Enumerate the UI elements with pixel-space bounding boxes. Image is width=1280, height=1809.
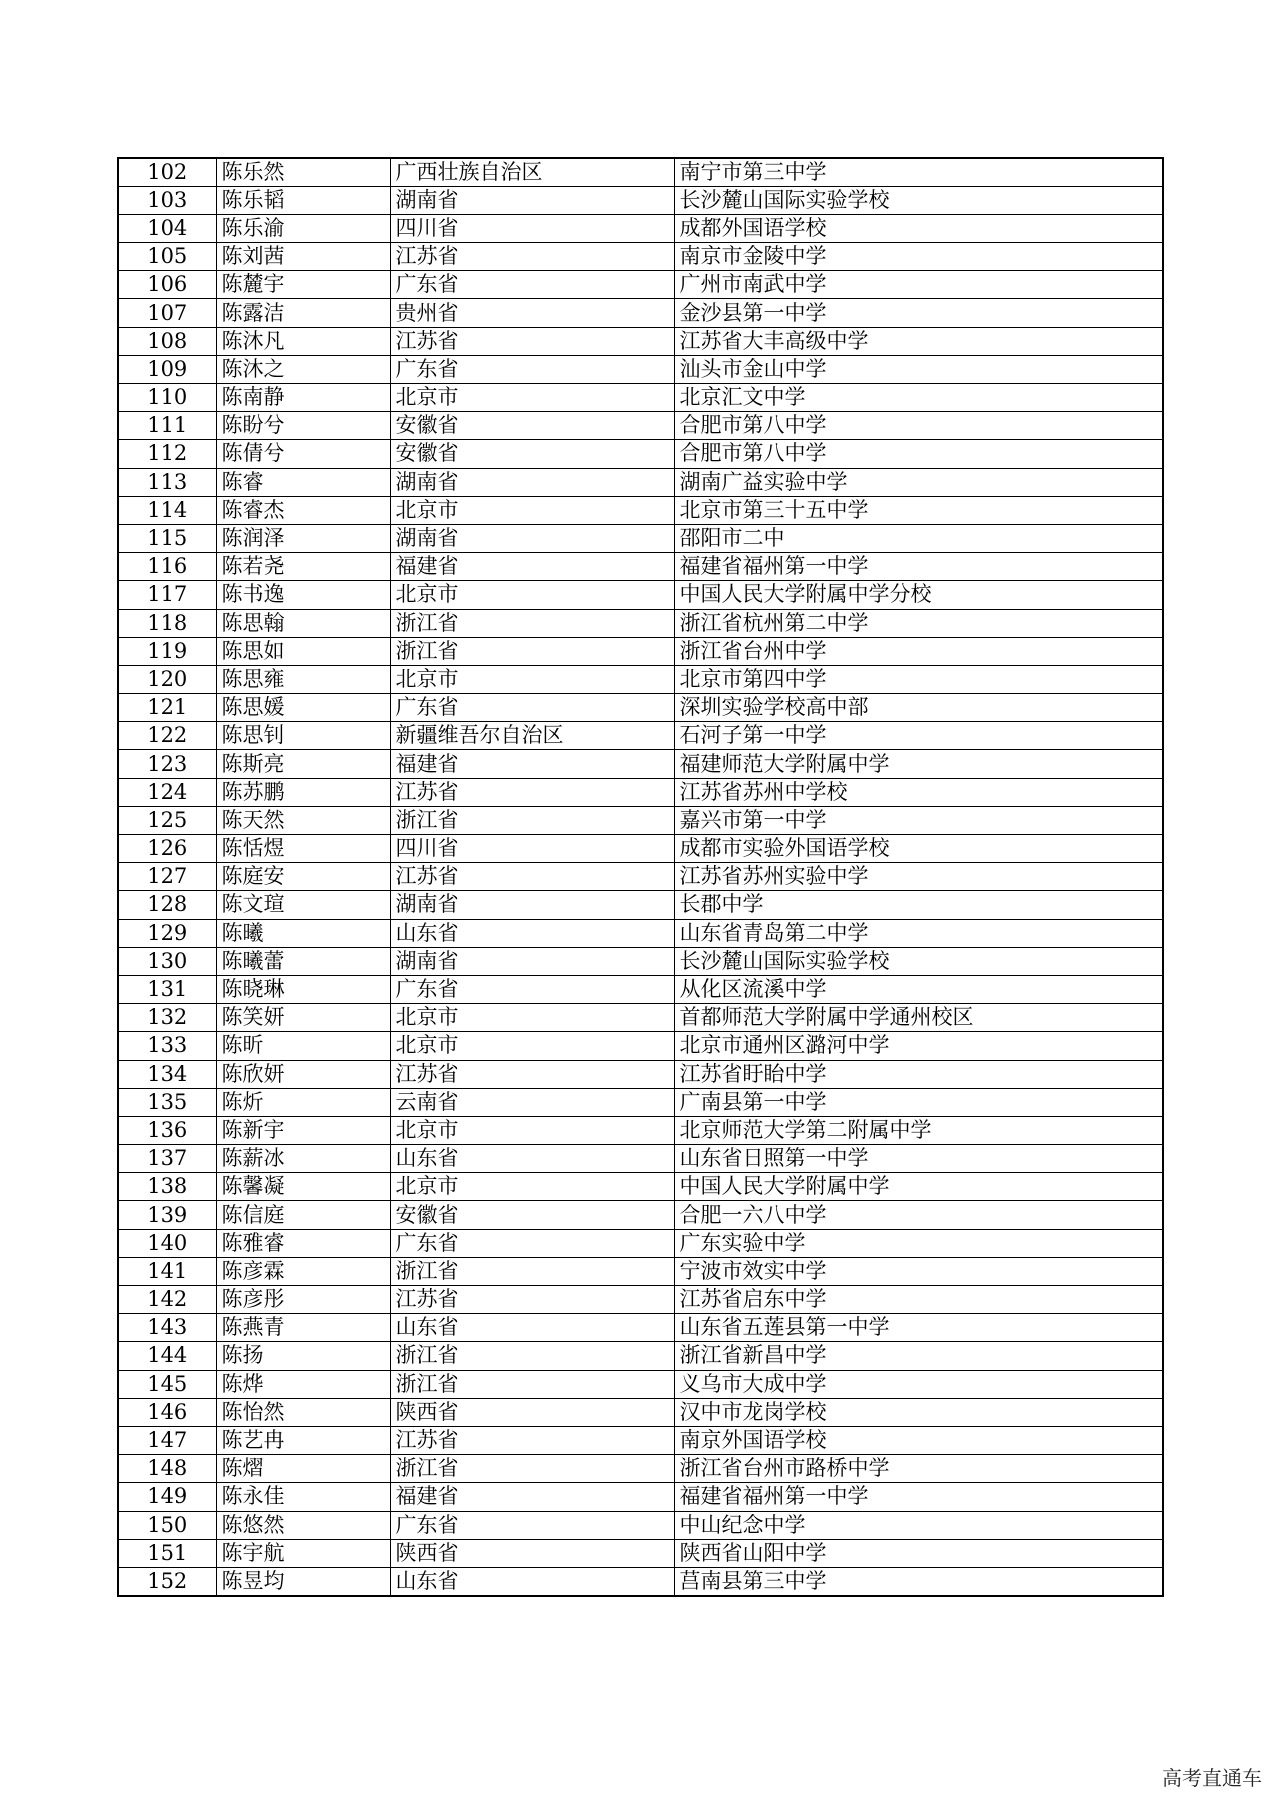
student-name-cell: 陈麓宇 xyxy=(216,271,390,299)
province-cell: 浙江省 xyxy=(390,1257,674,1285)
row-number-cell: 138 xyxy=(118,1173,216,1201)
table-row xyxy=(118,891,1163,919)
student-name-cell: 陈信庭 xyxy=(216,1201,390,1229)
school-cell: 中山纪念中学 xyxy=(674,1511,1163,1539)
province-cell: 福建省 xyxy=(390,553,674,581)
row-number-cell: 148 xyxy=(118,1455,216,1483)
province-cell: 山东省 xyxy=(390,1567,674,1595)
row-number-cell: 145 xyxy=(118,1370,216,1398)
school-cell: 合肥市第八中学 xyxy=(674,412,1163,440)
student-name-cell: 陈怡然 xyxy=(216,1398,390,1426)
province-cell: 浙江省 xyxy=(390,806,674,834)
table-row xyxy=(118,440,1163,468)
row-number-cell: 146 xyxy=(118,1398,216,1426)
row-number-cell: 122 xyxy=(118,722,216,750)
table-row xyxy=(118,412,1163,440)
school-cell: 中国人民大学附属中学分校 xyxy=(674,581,1163,609)
school-cell: 山东省日照第一中学 xyxy=(674,1145,1163,1173)
table-row xyxy=(118,1342,1163,1370)
table-row xyxy=(118,468,1163,496)
table-row xyxy=(118,1455,1163,1483)
school-cell: 江苏省苏州实验中学 xyxy=(674,863,1163,891)
province-cell: 浙江省 xyxy=(390,609,674,637)
row-number-cell: 128 xyxy=(118,891,216,919)
school-cell: 福建省福州第一中学 xyxy=(674,553,1163,581)
province-cell: 陕西省 xyxy=(390,1398,674,1426)
student-name-cell: 陈昕 xyxy=(216,1032,390,1060)
student-name-cell: 陈苏鹏 xyxy=(216,778,390,806)
student-name-cell: 陈新宇 xyxy=(216,1116,390,1144)
row-number-cell: 144 xyxy=(118,1342,216,1370)
row-number-cell: 125 xyxy=(118,806,216,834)
school-cell: 广东实验中学 xyxy=(674,1229,1163,1257)
table-row xyxy=(118,806,1163,834)
table-row xyxy=(118,1229,1163,1257)
row-number-cell: 141 xyxy=(118,1257,216,1285)
student-name-cell: 陈沐之 xyxy=(216,355,390,383)
table-row xyxy=(118,524,1163,552)
school-cell: 江苏省盱眙中学 xyxy=(674,1060,1163,1088)
student-name-cell: 陈思雍 xyxy=(216,665,390,693)
table-row xyxy=(118,243,1163,271)
school-cell: 浙江省新昌中学 xyxy=(674,1342,1163,1370)
table-row xyxy=(118,750,1163,778)
row-number-cell: 142 xyxy=(118,1286,216,1314)
province-cell: 四川省 xyxy=(390,835,674,863)
province-cell: 湖南省 xyxy=(390,468,674,496)
school-cell: 南京市金陵中学 xyxy=(674,243,1163,271)
student-name-cell: 陈斯亮 xyxy=(216,750,390,778)
table-row xyxy=(118,496,1163,524)
row-number-cell: 152 xyxy=(118,1567,216,1595)
roster-table xyxy=(117,157,1164,1597)
province-cell: 福建省 xyxy=(390,1483,674,1511)
province-cell: 北京市 xyxy=(390,1173,674,1201)
school-cell: 石河子第一中学 xyxy=(674,722,1163,750)
province-cell: 北京市 xyxy=(390,1004,674,1032)
province-cell: 浙江省 xyxy=(390,637,674,665)
row-number-cell: 147 xyxy=(118,1426,216,1454)
row-number-cell: 124 xyxy=(118,778,216,806)
school-cell: 合肥市第八中学 xyxy=(674,440,1163,468)
student-name-cell: 陈晓琳 xyxy=(216,975,390,1003)
school-cell: 北京师范大学第二附属中学 xyxy=(674,1116,1163,1144)
table-row xyxy=(118,355,1163,383)
student-name-cell: 陈思媛 xyxy=(216,694,390,722)
school-cell: 长郡中学 xyxy=(674,891,1163,919)
row-number-cell: 113 xyxy=(118,468,216,496)
province-cell: 北京市 xyxy=(390,496,674,524)
school-cell: 深圳实验学校高中部 xyxy=(674,694,1163,722)
table-row xyxy=(118,1088,1163,1116)
province-cell: 安徽省 xyxy=(390,440,674,468)
school-cell: 北京市通州区潞河中学 xyxy=(674,1032,1163,1060)
row-number-cell: 105 xyxy=(118,243,216,271)
student-name-cell: 陈彦霖 xyxy=(216,1257,390,1285)
province-cell: 云南省 xyxy=(390,1088,674,1116)
row-number-cell: 134 xyxy=(118,1060,216,1088)
school-cell: 长沙麓山国际实验学校 xyxy=(674,186,1163,214)
province-cell: 江苏省 xyxy=(390,778,674,806)
table-row xyxy=(118,694,1163,722)
table-row xyxy=(118,1539,1163,1567)
student-name-cell: 陈炘 xyxy=(216,1088,390,1116)
student-name-cell: 陈倩兮 xyxy=(216,440,390,468)
student-name-cell: 陈刘茜 xyxy=(216,243,390,271)
province-cell: 广东省 xyxy=(390,1511,674,1539)
school-cell: 浙江省杭州第二中学 xyxy=(674,609,1163,637)
student-name-cell: 陈沐凡 xyxy=(216,327,390,355)
province-cell: 北京市 xyxy=(390,1032,674,1060)
province-cell: 广东省 xyxy=(390,271,674,299)
roster-body xyxy=(118,158,1163,1596)
student-name-cell: 陈润泽 xyxy=(216,524,390,552)
student-name-cell: 陈乐渝 xyxy=(216,214,390,242)
province-cell: 浙江省 xyxy=(390,1370,674,1398)
student-name-cell: 陈彦彤 xyxy=(216,1286,390,1314)
school-cell: 北京市第四中学 xyxy=(674,665,1163,693)
student-name-cell: 陈书逸 xyxy=(216,581,390,609)
school-cell: 邵阳市二中 xyxy=(674,524,1163,552)
table-row xyxy=(118,722,1163,750)
student-name-cell: 陈欣妍 xyxy=(216,1060,390,1088)
table-row xyxy=(118,384,1163,412)
school-cell: 长沙麓山国际实验学校 xyxy=(674,947,1163,975)
student-name-cell: 陈笑妍 xyxy=(216,1004,390,1032)
province-cell: 安徽省 xyxy=(390,412,674,440)
student-name-cell: 陈曦蕾 xyxy=(216,947,390,975)
province-cell: 广东省 xyxy=(390,1229,674,1257)
table-row xyxy=(118,327,1163,355)
school-cell: 广州市南武中学 xyxy=(674,271,1163,299)
school-cell: 浙江省台州中学 xyxy=(674,637,1163,665)
row-number-cell: 150 xyxy=(118,1511,216,1539)
school-cell: 江苏省苏州中学校 xyxy=(674,778,1163,806)
student-name-cell: 陈宇航 xyxy=(216,1539,390,1567)
school-cell: 从化区流溪中学 xyxy=(674,975,1163,1003)
school-cell: 义乌市大成中学 xyxy=(674,1370,1163,1398)
school-cell: 陕西省山阳中学 xyxy=(674,1539,1163,1567)
province-cell: 江苏省 xyxy=(390,1060,674,1088)
table-row xyxy=(118,1483,1163,1511)
row-number-cell: 107 xyxy=(118,299,216,327)
row-number-cell: 119 xyxy=(118,637,216,665)
province-cell: 广东省 xyxy=(390,975,674,1003)
province-cell: 湖南省 xyxy=(390,947,674,975)
row-number-cell: 139 xyxy=(118,1201,216,1229)
table-row xyxy=(118,1257,1163,1285)
province-cell: 江苏省 xyxy=(390,1426,674,1454)
school-cell: 成都外国语学校 xyxy=(674,214,1163,242)
school-cell: 福建师范大学附属中学 xyxy=(674,750,1163,778)
row-number-cell: 126 xyxy=(118,835,216,863)
school-cell: 中国人民大学附属中学 xyxy=(674,1173,1163,1201)
student-name-cell: 陈思钊 xyxy=(216,722,390,750)
table-row xyxy=(118,1567,1163,1595)
province-cell: 江苏省 xyxy=(390,327,674,355)
province-cell: 福建省 xyxy=(390,750,674,778)
table-row xyxy=(118,158,1163,186)
province-cell: 浙江省 xyxy=(390,1342,674,1370)
student-name-cell: 陈薪冰 xyxy=(216,1145,390,1173)
province-cell: 北京市 xyxy=(390,665,674,693)
student-name-cell: 陈思如 xyxy=(216,637,390,665)
student-name-cell: 陈天然 xyxy=(216,806,390,834)
province-cell: 江苏省 xyxy=(390,243,674,271)
table-row xyxy=(118,835,1163,863)
province-cell: 湖南省 xyxy=(390,186,674,214)
province-cell: 贵州省 xyxy=(390,299,674,327)
student-name-cell: 陈盼兮 xyxy=(216,412,390,440)
student-name-cell: 陈熠 xyxy=(216,1455,390,1483)
school-cell: 江苏省大丰高级中学 xyxy=(674,327,1163,355)
table-row xyxy=(118,609,1163,637)
student-name-cell: 陈睿杰 xyxy=(216,496,390,524)
table-row xyxy=(118,1032,1163,1060)
province-cell: 湖南省 xyxy=(390,524,674,552)
table-row xyxy=(118,947,1163,975)
row-number-cell: 120 xyxy=(118,665,216,693)
row-number-cell: 136 xyxy=(118,1116,216,1144)
student-name-cell: 陈乐韬 xyxy=(216,186,390,214)
school-cell: 浙江省台州市路桥中学 xyxy=(674,1455,1163,1483)
row-number-cell: 112 xyxy=(118,440,216,468)
school-cell: 合肥一六八中学 xyxy=(674,1201,1163,1229)
table-row xyxy=(118,975,1163,1003)
row-number-cell: 137 xyxy=(118,1145,216,1173)
school-cell: 金沙县第一中学 xyxy=(674,299,1163,327)
province-cell: 北京市 xyxy=(390,1116,674,1144)
school-cell: 北京市第三十五中学 xyxy=(674,496,1163,524)
student-name-cell: 陈南静 xyxy=(216,384,390,412)
table-row xyxy=(118,581,1163,609)
table-row xyxy=(118,271,1163,299)
student-name-cell: 陈烨 xyxy=(216,1370,390,1398)
table-row xyxy=(118,299,1163,327)
table-row xyxy=(118,1370,1163,1398)
row-number-cell: 135 xyxy=(118,1088,216,1116)
table-row xyxy=(118,863,1163,891)
table-row xyxy=(118,637,1163,665)
province-cell: 新疆维吾尔自治区 xyxy=(390,722,674,750)
table-row xyxy=(118,1511,1163,1539)
province-cell: 北京市 xyxy=(390,581,674,609)
row-number-cell: 140 xyxy=(118,1229,216,1257)
province-cell: 山东省 xyxy=(390,1314,674,1342)
student-name-cell: 陈永佳 xyxy=(216,1483,390,1511)
row-number-cell: 131 xyxy=(118,975,216,1003)
row-number-cell: 104 xyxy=(118,214,216,242)
province-cell: 山东省 xyxy=(390,919,674,947)
province-cell: 湖南省 xyxy=(390,891,674,919)
row-number-cell: 151 xyxy=(118,1539,216,1567)
province-cell: 广东省 xyxy=(390,694,674,722)
school-cell: 湖南广益实验中学 xyxy=(674,468,1163,496)
row-number-cell: 116 xyxy=(118,553,216,581)
student-name-cell: 陈庭安 xyxy=(216,863,390,891)
row-number-cell: 133 xyxy=(118,1032,216,1060)
row-number-cell: 132 xyxy=(118,1004,216,1032)
student-name-cell: 陈恬煜 xyxy=(216,835,390,863)
row-number-cell: 108 xyxy=(118,327,216,355)
student-name-cell: 陈思翰 xyxy=(216,609,390,637)
school-cell: 莒南县第三中学 xyxy=(674,1567,1163,1595)
table-row xyxy=(118,1145,1163,1173)
student-name-cell: 陈露洁 xyxy=(216,299,390,327)
province-cell: 陕西省 xyxy=(390,1539,674,1567)
province-cell: 江苏省 xyxy=(390,1286,674,1314)
row-number-cell: 127 xyxy=(118,863,216,891)
province-cell: 北京市 xyxy=(390,384,674,412)
row-number-cell: 143 xyxy=(118,1314,216,1342)
table-row xyxy=(118,214,1163,242)
table-row xyxy=(118,919,1163,947)
table-row xyxy=(118,665,1163,693)
table-row xyxy=(118,1201,1163,1229)
row-number-cell: 103 xyxy=(118,186,216,214)
student-name-cell: 陈悠然 xyxy=(216,1511,390,1539)
row-number-cell: 106 xyxy=(118,271,216,299)
row-number-cell: 121 xyxy=(118,694,216,722)
row-number-cell: 109 xyxy=(118,355,216,383)
school-cell: 广南县第一中学 xyxy=(674,1088,1163,1116)
school-cell: 嘉兴市第一中学 xyxy=(674,806,1163,834)
table-row xyxy=(118,778,1163,806)
student-name-cell: 陈曦 xyxy=(216,919,390,947)
province-cell: 广东省 xyxy=(390,355,674,383)
student-name-cell: 陈扬 xyxy=(216,1342,390,1370)
school-cell: 山东省五莲县第一中学 xyxy=(674,1314,1163,1342)
student-name-cell: 陈馨凝 xyxy=(216,1173,390,1201)
student-name-cell: 陈睿 xyxy=(216,468,390,496)
student-name-cell: 陈昱均 xyxy=(216,1567,390,1595)
school-cell: 南京外国语学校 xyxy=(674,1426,1163,1454)
table-row xyxy=(118,1426,1163,1454)
school-cell: 宁波市效实中学 xyxy=(674,1257,1163,1285)
student-name-cell: 陈燕青 xyxy=(216,1314,390,1342)
row-number-cell: 149 xyxy=(118,1483,216,1511)
watermark: 高考直通车 xyxy=(1162,1766,1262,1790)
table-row xyxy=(118,1286,1163,1314)
table-row xyxy=(118,186,1163,214)
school-cell: 北京汇文中学 xyxy=(674,384,1163,412)
row-number-cell: 118 xyxy=(118,609,216,637)
table-row xyxy=(118,553,1163,581)
table-row xyxy=(118,1398,1163,1426)
school-cell: 江苏省启东中学 xyxy=(674,1286,1163,1314)
table-row xyxy=(118,1173,1163,1201)
row-number-cell: 114 xyxy=(118,496,216,524)
table-row xyxy=(118,1314,1163,1342)
student-name-cell: 陈艺冉 xyxy=(216,1426,390,1454)
school-cell: 首都师范大学附属中学通州校区 xyxy=(674,1004,1163,1032)
row-number-cell: 111 xyxy=(118,412,216,440)
school-cell: 山东省青岛第二中学 xyxy=(674,919,1163,947)
row-number-cell: 123 xyxy=(118,750,216,778)
school-cell: 汕头市金山中学 xyxy=(674,355,1163,383)
student-name-cell: 陈雅睿 xyxy=(216,1229,390,1257)
row-number-cell: 110 xyxy=(118,384,216,412)
student-name-cell: 陈文瑄 xyxy=(216,891,390,919)
province-cell: 山东省 xyxy=(390,1145,674,1173)
row-number-cell: 117 xyxy=(118,581,216,609)
row-number-cell: 102 xyxy=(118,158,216,186)
province-cell: 浙江省 xyxy=(390,1455,674,1483)
row-number-cell: 115 xyxy=(118,524,216,552)
table-row xyxy=(118,1004,1163,1032)
province-cell: 安徽省 xyxy=(390,1201,674,1229)
student-name-cell: 陈乐然 xyxy=(216,158,390,186)
school-cell: 福建省福州第一中学 xyxy=(674,1483,1163,1511)
province-cell: 四川省 xyxy=(390,214,674,242)
school-cell: 南宁市第三中学 xyxy=(674,158,1163,186)
table-row xyxy=(118,1060,1163,1088)
table-row xyxy=(118,1116,1163,1144)
school-cell: 汉中市龙岗学校 xyxy=(674,1398,1163,1426)
province-cell: 广西壮族自治区 xyxy=(390,158,674,186)
row-number-cell: 129 xyxy=(118,919,216,947)
school-cell: 成都市实验外国语学校 xyxy=(674,835,1163,863)
student-name-cell: 陈若尧 xyxy=(216,553,390,581)
row-number-cell: 130 xyxy=(118,947,216,975)
province-cell: 江苏省 xyxy=(390,863,674,891)
